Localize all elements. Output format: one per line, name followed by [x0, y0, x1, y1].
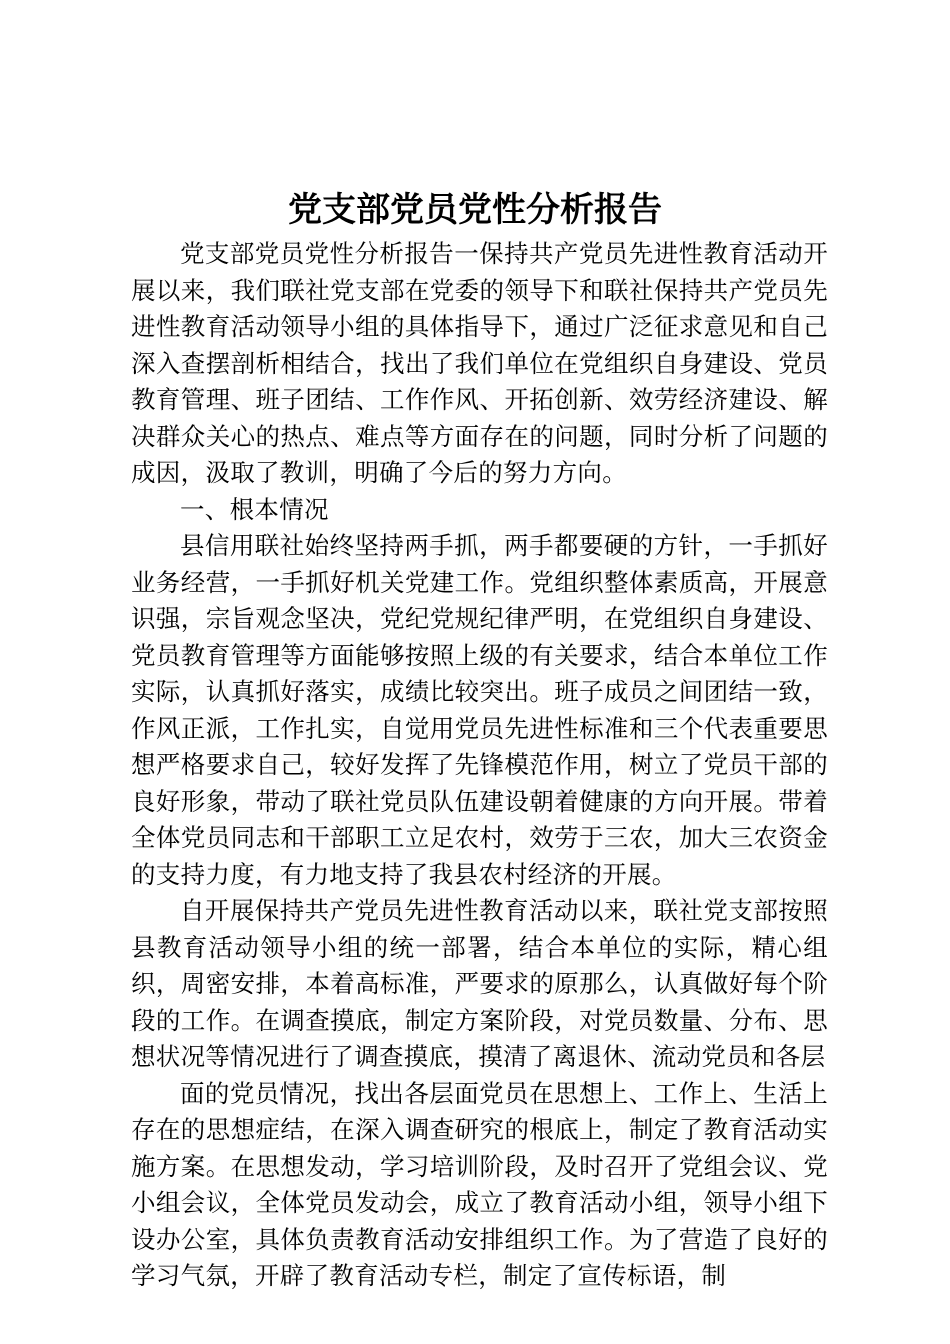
section-heading-basic-situation: 一、根本情况	[180, 494, 329, 524]
activity-paragraph: 自开展保持共产党员先进性教育活动以来，联社党支部按照县教育活动领导小组的统一部署，结合本单位的实际，精心组织，周密安排，本着高标准，严要求的原那么，认真做好每个阶段的工作。在调查摸底，制定方案阶段，对党员数量、分布、思想状况等情况进行了调查摸底，摸清了离退休、流动党员和各层	[131, 896, 828, 1071]
continuation-paragraph: 面的党员情况，找出各层面党员在思想上、工作上、生活上存在的思想症结，在深入调查研究的根底上，制定了教育活动实施方案。在思想发动，学习培训阶段，及时召开了党组会议、党小组会议，全体党员发动会，成立了教育活动小组，领导小组下设办公室，具体负责教育活动安排组织工作。为了营造了良好的学习气氛，开辟了教育活动专栏，制定了宣传标语，制	[131, 1078, 828, 1290]
basic-situation-paragraph: 县信用联社始终坚持两手抓，两手都要硬的方针，一手抓好业务经营，一手抓好机关党建工作。党组织整体素质高，开展意识强，宗旨观念坚决，党纪党规纪律严明，在党组织自身建设、党员教育管理等方面能够按照上级的有关要求，结合本单位工作实际，认真抓好落实，成绩比较突出。班子成员之间团结一致，作风正派，工作扎实，自觉用党员先进性标准和三个代表重要思想严格要求自己，较好发挥了先锋模范作用，树立了党员干部的良好形象，带动了联社党员队伍建设朝着健康的方向开展。带着全体党员同志和干部职工立足农村，效劳于三农，加大三农资金的支持力度，有力地支持了我县农村经济的开展。	[131, 531, 828, 889]
document-title: 党支部党员党性分析报告	[288, 190, 662, 230]
intro-paragraph: 党支部党员党性分析报告一保持共产党员先进性教育活动开展以来，我们联社党支部在党委的领导下和联社保持共产党员先进性教育活动领导小组的具体指导下，通过广泛征求意见和自己深入查摆剖析相结合，找出了我们单位在党组织自身建设、党员教育管理、班子团结、工作作风、开拓创新、效劳经济建设、解决群众关心的热点、难点等方面存在的问题，同时分析了问题的成因，汲取了教训，明确了今后的努力方向。	[131, 239, 828, 487]
document-body	[131, 236, 828, 1295]
